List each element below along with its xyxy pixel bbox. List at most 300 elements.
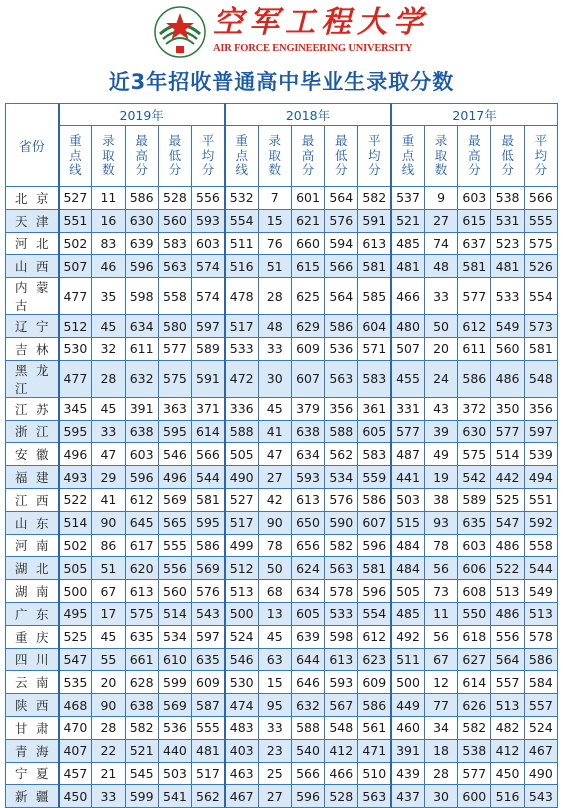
score-cell: 19 [424,466,457,489]
score-cell: 487 [391,443,424,466]
score-cell: 556 [192,187,225,210]
score-cell: 581 [458,255,491,278]
score-cell: 650 [291,511,324,534]
score-cell: 573 [524,315,557,338]
score-cell: 566 [192,443,225,466]
score-cell: 603 [458,187,491,210]
province-cell: 天津 [6,209,59,232]
province-cell: 山西 [6,255,59,278]
score-cell: 513 [491,580,524,603]
university-name-en: AIR FORCE ENGINEERING UNIVERSITY [213,43,413,54]
score-cell: 554 [225,209,258,232]
score-cell: 549 [524,580,557,603]
score-cell: 478 [225,278,258,315]
score-cell: 523 [491,232,524,255]
score-cell: 15 [258,671,291,694]
score-cell: 581 [358,557,391,580]
admission-score-table [5,103,558,808]
province-column-header: 省份 [6,104,59,187]
score-cell: 595 [192,511,225,534]
score-cell: 45 [92,315,125,338]
score-cell: 585 [358,278,391,315]
score-cell: 12 [424,671,457,694]
score-cell: 95 [258,694,291,717]
score-cell: 575 [458,443,491,466]
score-cell: 90 [92,511,125,534]
score-cell: 511 [225,232,258,255]
score-cell: 593 [291,466,324,489]
score-cell: 73 [424,580,457,603]
score-cell: 608 [458,580,491,603]
score-cell: 611 [125,337,158,360]
score-cell: 482 [491,716,524,739]
score-cell: 562 [325,443,358,466]
score-cell: 521 [125,739,158,762]
province-cell: 安徽 [6,443,59,466]
score-cell: 621 [291,209,324,232]
score-cell: 74 [424,232,457,255]
score-cell: 514 [491,443,524,466]
score-cell: 78 [424,534,457,557]
score-cell: 516 [491,785,524,808]
score-cell: 39 [424,420,457,443]
score-cell: 586 [192,534,225,557]
score-cell: 586 [524,648,557,671]
score-cell: 524 [225,625,258,648]
subheader-cell [125,126,158,187]
score-cell: 450 [491,762,524,785]
score-cell: 24 [424,360,457,397]
province-cell: 吉林 [6,337,59,360]
score-cell: 615 [291,255,324,278]
score-cell: 515 [391,511,424,534]
score-cell: 607 [291,360,324,397]
score-cell: 50 [424,315,457,338]
score-cell: 500 [225,602,258,625]
score-cell: 45 [92,625,125,648]
score-cell: 403 [225,739,258,762]
score-cell: 517 [225,511,258,534]
score-cell: 63 [258,648,291,671]
score-cell: 574 [192,255,225,278]
score-cell: 537 [391,187,424,210]
score-cell: 391 [125,397,158,420]
score-cell: 569 [158,694,191,717]
province-cell: 福建 [6,466,59,489]
table-row [6,648,558,671]
score-cell: 638 [125,420,158,443]
score-cell: 615 [458,209,491,232]
table-row [6,511,558,534]
score-cell: 484 [391,534,424,557]
score-cell: 33 [258,337,291,360]
score-cell: 18 [424,739,457,762]
subheader-label: 最 低 分 [168,133,182,178]
score-cell: 596 [358,580,391,603]
score-cell: 626 [458,694,491,717]
score-cell: 586 [358,488,391,511]
score-cell: 581 [358,255,391,278]
score-cell: 598 [125,278,158,315]
score-cell: 609 [291,337,324,360]
score-cell: 603 [125,443,158,466]
score-cell: 660 [291,232,324,255]
score-cell: 623 [358,648,391,671]
score-cell: 543 [524,785,557,808]
score-cell: 371 [192,397,225,420]
score-cell: 477 [59,278,92,315]
score-cell: 661 [125,648,158,671]
score-cell: 584 [524,671,557,694]
score-cell: 494 [524,466,557,489]
score-cell: 632 [125,360,158,397]
score-cell: 644 [291,648,324,671]
score-cell: 507 [391,337,424,360]
score-cell: 564 [325,187,358,210]
score-cell: 613 [291,488,324,511]
score-cell: 603 [458,534,491,557]
score-cell: 41 [258,420,291,443]
score-cell: 548 [524,360,557,397]
score-cell: 613 [325,648,358,671]
score-cell: 586 [458,360,491,397]
score-cell: 624 [291,557,324,580]
score-cell: 612 [358,625,391,648]
province-cell: 山东 [6,511,59,534]
score-cell: 483 [225,716,258,739]
score-cell: 534 [325,466,358,489]
score-cell: 637 [458,232,491,255]
score-cell: 495 [59,602,92,625]
score-cell: 486 [491,602,524,625]
score-cell: 28 [92,360,125,397]
subheader-label: 录 取 数 [434,133,448,178]
table-row [6,534,558,557]
score-cell: 29 [92,466,125,489]
subheader-label: 重 点 线 [401,133,415,178]
score-cell: 583 [158,232,191,255]
score-cell: 41 [92,488,125,511]
score-cell: 578 [325,580,358,603]
score-cell: 596 [358,534,391,557]
province-cell: 云南 [6,671,59,694]
score-cell: 513 [491,694,524,717]
score-cell: 16 [92,209,125,232]
score-cell: 533 [491,278,524,315]
score-cell: 544 [524,557,557,580]
table-row [6,716,558,739]
score-cell: 492 [391,625,424,648]
score-cell: 561 [358,716,391,739]
table-row [6,187,558,210]
score-cell: 45 [258,625,291,648]
university-emblem-icon [154,6,206,58]
score-cell: 638 [291,420,324,443]
page-header [0,0,563,94]
score-cell: 38 [424,488,457,511]
score-cell: 580 [158,315,191,338]
score-cell: 496 [158,466,191,489]
score-cell: 577 [158,337,191,360]
score-cell: 56 [424,625,457,648]
score-cell: 645 [125,511,158,534]
score-cell: 485 [391,232,424,255]
score-cell: 47 [92,443,125,466]
score-cell: 554 [358,602,391,625]
subheader-cell [158,126,191,187]
score-cell: 90 [258,511,291,534]
score-cell: 551 [524,488,557,511]
score-cell: 545 [125,762,158,785]
score-cell: 612 [125,488,158,511]
score-cell: 595 [158,420,191,443]
table-row [6,337,558,360]
score-cell: 557 [524,694,557,717]
score-cell: 490 [225,466,258,489]
score-cell: 468 [59,694,92,717]
score-cell: 576 [325,209,358,232]
score-cell: 481 [391,255,424,278]
score-cell: 544 [192,466,225,489]
province-cell: 重庆 [6,625,59,648]
score-cell: 566 [291,762,324,785]
score-cell: 439 [391,762,424,785]
province-cell: 宁夏 [6,762,59,785]
score-cell: 590 [325,511,358,534]
score-cell: 17 [92,602,125,625]
score-cell: 514 [158,602,191,625]
table-row [6,315,558,338]
score-cell: 634 [291,580,324,603]
score-cell: 534 [158,625,191,648]
score-cell: 528 [325,785,358,808]
year-header: 2019年 [59,104,225,126]
score-cell: 566 [524,187,557,210]
university-name-cn: 空军工程大学 [213,5,429,40]
score-cell: 51 [92,557,125,580]
score-cell: 638 [125,694,158,717]
table-row [6,602,558,625]
score-cell: 630 [125,209,158,232]
score-cell: 614 [458,671,491,694]
score-cell: 513 [225,580,258,603]
score-cell: 507 [59,255,92,278]
score-cell: 558 [158,278,191,315]
province-cell: 江苏 [6,397,59,420]
score-cell: 531 [491,209,524,232]
score-cell: 535 [59,671,92,694]
score-cell: 514 [59,511,92,534]
table-row [6,762,558,785]
score-cell: 440 [158,739,191,762]
page-title: 近3年招收普通高中毕业生录取分数 [108,70,455,94]
score-cell: 611 [458,337,491,360]
score-cell: 588 [291,716,324,739]
subheader-cell [524,126,557,187]
score-cell: 620 [125,557,158,580]
score-cell: 632 [291,694,324,717]
subheader-label: 重 点 线 [69,133,82,178]
subheader-cell [424,126,457,187]
score-cell: 605 [291,602,324,625]
table-row [6,420,558,443]
score-cell: 639 [125,232,158,255]
score-cell: 596 [291,785,324,808]
score-cell: 51 [258,255,291,278]
score-cell: 510 [358,762,391,785]
score-cell: 68 [258,580,291,603]
score-cell: 471 [358,739,391,762]
score-cell: 583 [358,360,391,397]
score-cell: 500 [59,580,92,603]
score-cell: 356 [524,397,557,420]
table-row [6,209,558,232]
score-cell: 554 [524,278,557,315]
subheader-label: 平 均 分 [534,133,548,178]
score-cell: 372 [458,397,491,420]
subheader-cell [59,126,92,187]
score-cell: 576 [325,488,358,511]
score-cell: 609 [192,671,225,694]
score-cell: 45 [92,397,125,420]
score-cell: 32 [92,337,125,360]
score-cell: 567 [325,694,358,717]
score-cell: 582 [125,716,158,739]
table-row [6,580,558,603]
score-cell: 525 [491,488,524,511]
score-cell: 50 [258,557,291,580]
score-cell: 502 [59,232,92,255]
score-cell: 589 [192,337,225,360]
score-cell: 522 [491,557,524,580]
score-cell: 500 [391,671,424,694]
score-cell: 596 [125,466,158,489]
score-cell: 511 [391,648,424,671]
score-cell: 485 [391,602,424,625]
score-cell: 635 [125,625,158,648]
year-header: 2018年 [225,104,391,126]
score-cell: 582 [325,534,358,557]
score-cell: 547 [491,511,524,534]
score-cell: 586 [125,187,158,210]
score-cell: 528 [158,187,191,210]
score-cell: 35 [92,278,125,315]
score-cell: 22 [92,739,125,762]
score-cell: 505 [225,443,258,466]
score-cell: 93 [424,511,457,534]
score-cell: 522 [59,488,92,511]
province-cell: 甘肃 [6,716,59,739]
score-cell: 536 [325,337,358,360]
score-cell: 42 [258,488,291,511]
score-cell: 477 [59,360,92,397]
score-cell: 577 [458,762,491,785]
table-row [6,443,558,466]
score-cell: 442 [491,466,524,489]
score-cell: 598 [325,625,358,648]
score-cell: 629 [291,315,324,338]
score-cell: 603 [192,232,225,255]
score-cell: 11 [92,187,125,210]
score-cell: 539 [524,443,557,466]
subheader-cell [491,126,524,187]
score-cell: 581 [524,337,557,360]
score-cell: 484 [391,557,424,580]
province-cell: 广东 [6,602,59,625]
score-cell: 563 [325,360,358,397]
score-cell: 605 [358,420,391,443]
score-cell: 587 [192,694,225,717]
score-cell: 538 [458,739,491,762]
province-cell: 河南 [6,534,59,557]
score-cell: 521 [391,209,424,232]
score-cell: 604 [358,315,391,338]
score-cell: 583 [358,443,391,466]
score-cell: 83 [92,232,125,255]
score-cell: 576 [192,580,225,603]
subheader-label: 最 低 分 [335,133,348,178]
province-cell: 江西 [6,488,59,511]
score-cell: 575 [158,360,191,397]
score-cell: 47 [258,443,291,466]
score-cell: 43 [424,397,457,420]
score-cell: 558 [524,534,557,557]
subheader-cell [192,126,225,187]
subheader-cell [325,126,358,187]
score-cell: 582 [358,187,391,210]
score-cell: 76 [258,232,291,255]
score-cell: 617 [125,534,158,557]
score-cell: 517 [192,762,225,785]
score-cell: 612 [458,315,491,338]
score-cell: 546 [158,443,191,466]
score-cell: 407 [59,739,92,762]
score-cell: 441 [391,466,424,489]
score-cell: 467 [524,739,557,762]
table-row [6,466,558,489]
score-cell: 21 [92,762,125,785]
score-cell: 597 [192,625,225,648]
admission-score-table-container [5,103,558,808]
table-row [6,278,558,315]
subheader-label: 录 取 数 [268,133,281,178]
score-cell: 543 [192,602,225,625]
score-cell: 90 [92,694,125,717]
score-cell: 28 [258,278,291,315]
score-cell: 363 [158,397,191,420]
score-cell: 457 [59,762,92,785]
score-cell: 564 [325,278,358,315]
score-cell: 634 [125,315,158,338]
province-cell: 北京 [6,187,59,210]
score-cell: 391 [391,739,424,762]
score-cell: 625 [291,278,324,315]
score-cell: 20 [424,337,457,360]
score-cell: 565 [158,511,191,534]
score-cell: 27 [258,466,291,489]
score-cell: 486 [491,534,524,557]
score-cell: 20 [92,671,125,694]
score-cell: 356 [325,397,358,420]
score-cell: 588 [225,420,258,443]
subheader-label: 平 均 分 [368,133,381,178]
score-cell: 412 [325,739,358,762]
score-cell: 656 [291,534,324,557]
score-cell: 336 [225,397,258,420]
province-cell: 河北 [6,232,59,255]
score-cell: 614 [192,420,225,443]
score-cell: 467 [225,785,258,808]
